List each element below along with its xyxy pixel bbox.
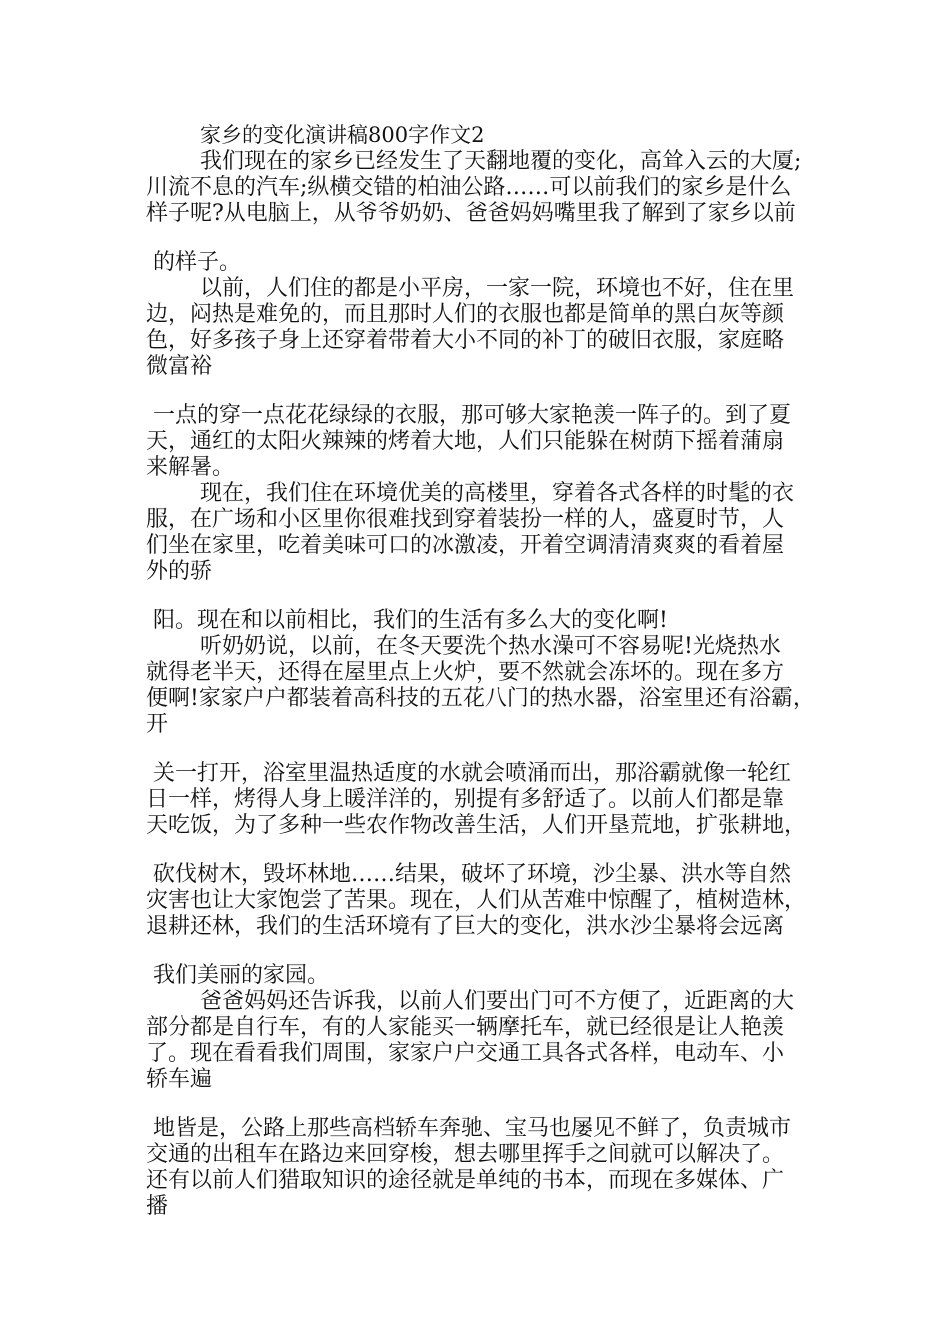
text-line: 砍伐树木，毁坏林地……结果，破坏了环境，沙尘暴、洪水等自然 bbox=[153, 862, 792, 887]
text-line: 微富裕 bbox=[146, 354, 213, 379]
text-line: 交通的出租车在路边来回穿梭，想去哪里挥手之间就可以解决了。 bbox=[146, 1142, 785, 1167]
text-line: 退耕还林，我们的生活环境有了巨大的变化，洪水沙尘暴将会远离 bbox=[146, 914, 785, 939]
text-line: 轿车遍 bbox=[146, 1067, 213, 1092]
text-line: 以前，人们住的都是小平房，一家一院，环境也不好，住在里 bbox=[200, 276, 795, 301]
text-line: 爸爸妈妈还告诉我，以前人们要出门可不方便了，近距离的大 bbox=[200, 989, 795, 1014]
text-line: 开 bbox=[146, 712, 169, 737]
text-line: 听奶奶说，以前，在冬天要洗个热水澡可不容易呢!光烧热水 bbox=[200, 634, 781, 659]
text-line: 一点的穿一点花花绿绿的衣服，那可够大家艳羡一阵子的。到了夏 bbox=[153, 403, 792, 428]
text-line: 地皆是，公路上那些高档轿车奔驰、宝马也屡见不鲜了，负责城市 bbox=[153, 1116, 792, 1141]
text-line: 们坐在家里，吃着美味可口的冰激凌，开着空调清清爽爽的看着屋 bbox=[146, 533, 785, 558]
text-line: 就得老半天，还得在屋里点上火炉，要不然就会冻坏的。现在多方 bbox=[146, 660, 785, 685]
text-line: 现在，我们住在环境优美的高楼里，穿着各式各样的时髦的衣 bbox=[200, 481, 795, 506]
text-line: 还有以前人们猎取知识的途径就是单纯的书本，而现在多媒体、广 bbox=[146, 1168, 785, 1193]
text-line: 了。现在看看我们周围，家家户户交通工具各式各样，电动车、小 bbox=[146, 1041, 785, 1066]
text-line: 天吃饭，为了多种一些农作物改善生活，人们开垦荒地，扩张耕地， bbox=[146, 813, 807, 838]
text-line: 我们现在的家乡已经发生了天翻地覆的变化，高耸入云的大厦; bbox=[200, 149, 802, 174]
text-line: 样子呢?从电脑上，从爷爷奶奶、爸爸妈妈嘴里我了解到了家乡以前 bbox=[146, 201, 796, 226]
text-line: 边，闷热是难免的，而且那时人们的衣服也都是简单的黑白灰等颜 bbox=[146, 302, 785, 327]
text-line: 部分都是自行车，有的人家能买一辆摩托车，就已经很是让人艳羡 bbox=[146, 1015, 785, 1040]
text-line: 来解暑。 bbox=[146, 455, 235, 480]
text-line: 我们美丽的家园。 bbox=[153, 963, 330, 988]
text-line: 服，在广场和小区里你很难找到穿着装扮一样的人，盛夏时节，人 bbox=[146, 507, 785, 532]
text-line: 关一打开，浴室里温热适度的水就会喷涌而出，那浴霸就像一轮红 bbox=[153, 761, 792, 786]
text-line: 日一样，烤得人身上暖洋洋的，别提有多舒适了。以前人们都是靠 bbox=[146, 787, 785, 812]
text-line: 色，好多孩子身上还穿着带着大小不同的补丁的破旧衣服，家庭略 bbox=[146, 328, 785, 353]
document-title: 家乡的变化演讲稿800字作文2 bbox=[200, 123, 485, 147]
text-line: 播 bbox=[146, 1194, 169, 1219]
text-line: 灾害也让大家饱尝了苦果。现在，人们从苦难中惊醒了，植树造林， bbox=[146, 888, 807, 913]
text-line: 外的骄 bbox=[146, 559, 213, 584]
text-line: 便啊!家家户户都装着高科技的五花八门的热水器，浴室里还有浴霸， bbox=[146, 686, 815, 711]
text-line: 天，通红的太阳火辣辣的烤着大地，人们只能躲在树荫下摇着蒲扇 bbox=[146, 429, 785, 454]
text-line: 川流不息的汽车;纵横交错的柏油公路……可以前我们的家乡是什么 bbox=[146, 175, 792, 200]
text-line: 的样子。 bbox=[153, 250, 242, 275]
text-line: 阳。现在和以前相比，我们的生活有多么大的变化啊! bbox=[153, 608, 668, 633]
